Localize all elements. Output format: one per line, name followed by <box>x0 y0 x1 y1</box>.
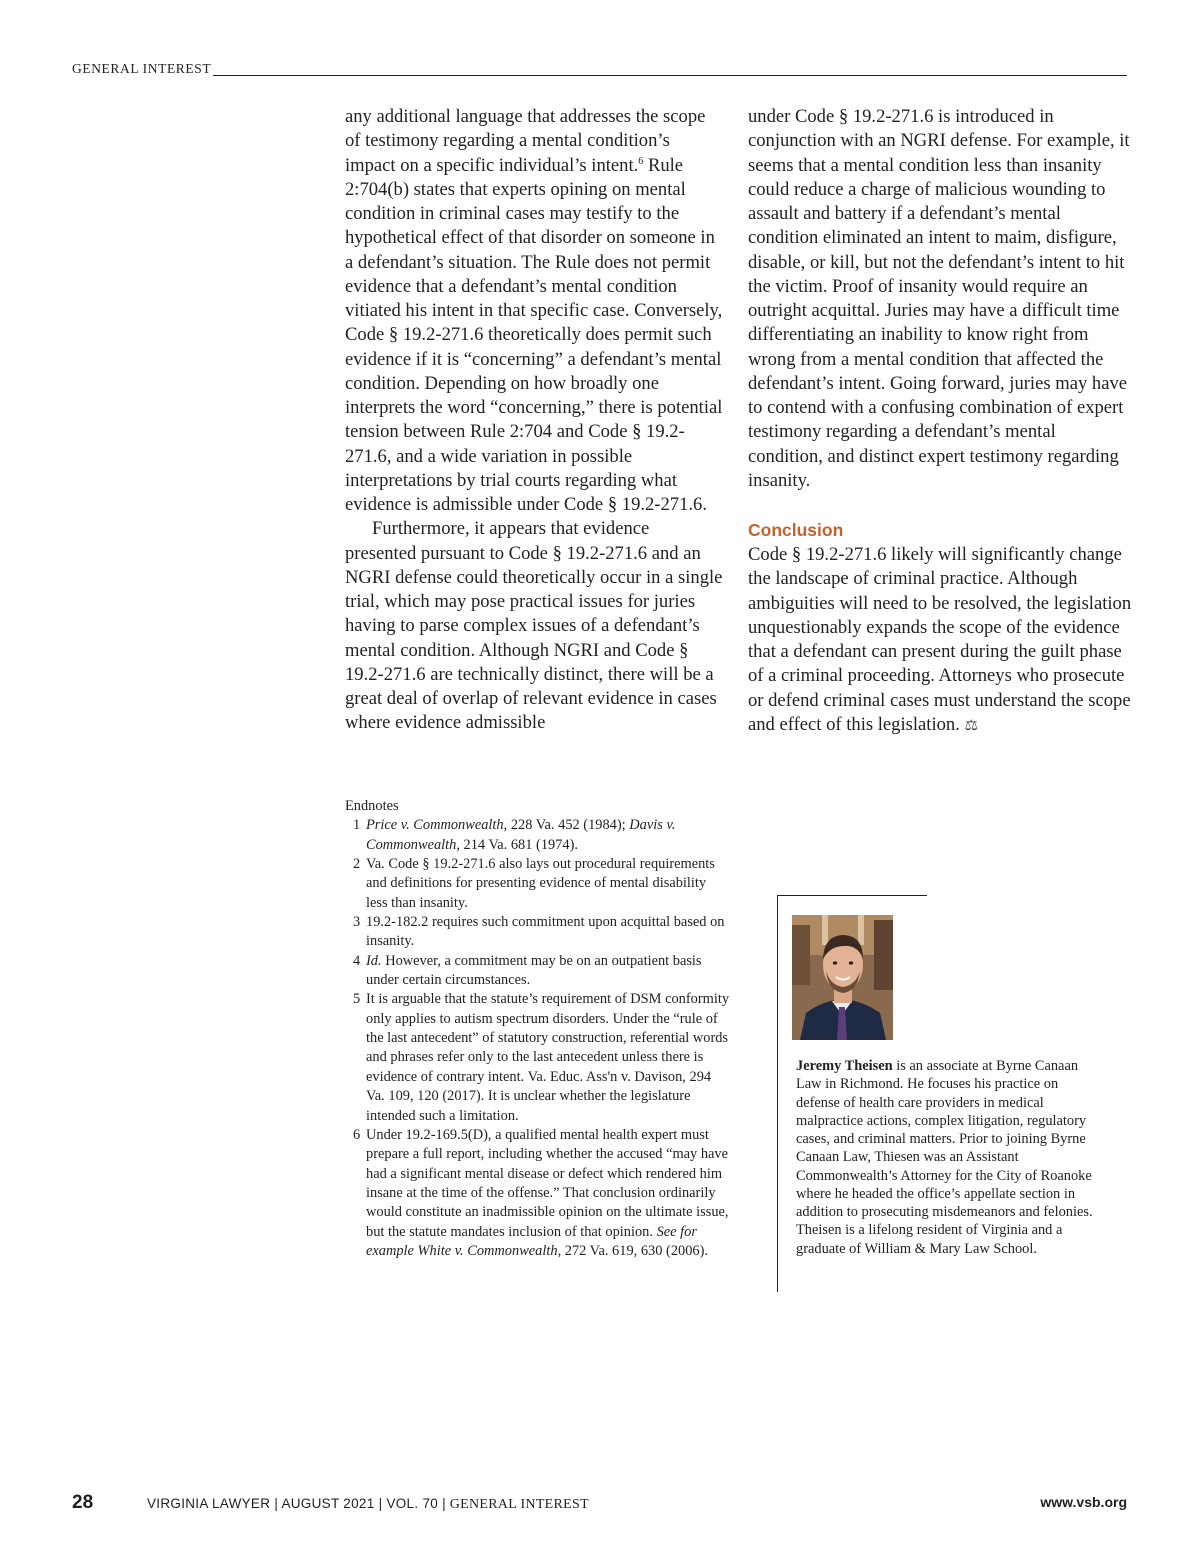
left-column <box>345 105 725 736</box>
left-paragraph-1-text: any additional language that addresses the scope of testimony regarding a mental condition’s impact on a specific individual’s intent. <box>345 106 706 176</box>
endnote-1 <box>345 816 730 855</box>
website-link[interactable]: www.vsb.org <box>1040 1494 1127 1510</box>
endnotes <box>345 797 730 1261</box>
citation: , 228 Va. 452 (1984); <box>503 817 630 834</box>
bio-box-rule-mask <box>927 893 1137 899</box>
left-paragraph-1-text-cont: Rule 2:704(b) states that experts opining on mental condition in criminal cases may testify to the hypothetical effect of that disorder on someone in a defendant’s situation. The Rule does not permit evidence that a defendant’s mental condition vitiated his intent in that specific case. Conversely, Code § 19.2-271.6 theoretically does permit such evidence if it is “concerning” a defendant’s mental condition. Depending on how broadly one interprets the word “concerning,” there is potential tension between Rule 2:704 and Code § 19.2-271.6, and a wide variation in possible interpretations by trial courts regarding what evidence is admissible under Code § 19.2-271.6. <box>345 154 723 515</box>
page-footer <box>0 1492 1200 1518</box>
magazine-issue: VIRGINIA LAWYER | AUGUST 2021 | VOL. 70 | <box>147 1496 446 1511</box>
author-photo <box>792 915 893 1040</box>
left-paragraph-2: Furthermore, it appears that evidence presented pursuant to Code § 19.2-271.6 and an NGRI defense could theoretically occur in a single trial, which may pose practical issues for juries having to parse complex issues of a defendant’s mental condition. Although NGRI and Code § 19.2-271.6 are technically distinct, there will be a great deal of overlap of relevant evidence in cases where evidence admissible <box>345 518 723 734</box>
page-number: 28 <box>72 1492 94 1513</box>
conclusion-heading: Conclusion <box>748 520 844 540</box>
case-name: Davis v. Commonwealth <box>366 817 676 853</box>
endnote-text: 19.2-182.2 requires such commitment upon acquittal based on insanity. <box>366 914 725 950</box>
endnote-text: Under 19.2-169.5(D), a qualified mental health expert must prepare a full report, including whether the accused “may have had a significant mental disease or defect which rendered him insane at the time of the offense.” That conclusion ordinarily would constitute an inadmissible opinion on the ultimate issue, but the statute mandates inclusion of that opinion. <box>366 1126 729 1240</box>
endnotes-title: Endnotes <box>345 798 399 814</box>
endnote-text: However, a commitment may be on an outpatient basis under certain circumstances. <box>366 952 702 989</box>
endnote-number: 1 <box>353 817 361 834</box>
left-paragraph-1 <box>345 105 725 517</box>
endnote-4 <box>345 952 730 991</box>
conclusion-paragraph <box>748 543 1133 737</box>
case-name: See for example White v. Commonwealth <box>366 1223 697 1259</box>
section-kicker: GENERAL INTEREST <box>72 60 212 76</box>
citation: , 272 Va. 619, 630 (2006). <box>557 1242 708 1259</box>
endnote-number: 6 <box>353 1126 361 1143</box>
header-rule <box>213 75 1127 76</box>
case-name: Price v. Commonwealth <box>366 817 504 834</box>
issue-info <box>147 1496 589 1513</box>
endnote-5 <box>345 990 730 1125</box>
endnote-3 <box>345 913 730 952</box>
endnote-text: Va. Code § 19.2-271.6 also lays out procedural requirements and definitions for presenting evidence of mental disability less than insanity. <box>366 856 715 911</box>
endnote-6 <box>345 1126 730 1261</box>
author-bio-text: is an associate at Byrne Canaan Law in Richmond. He focuses his practice on defense of health care providers in medical malpractice actions, complex litigation, regulatory cases, and criminal matters. Prior to joining Byrne Canaan Law, Thiesen was an Assistant Commonwealth’s Attorney for the City of Roanoke where he headed the office’s appellate section in addition to prosecuting misdemeanors and felonies. Theisen is a lifelong resident of Virginia and a graduate of William & Mary Law School. <box>796 1058 1093 1257</box>
section-header <box>72 58 1127 76</box>
author-name: Jeremy Theisen <box>796 1058 893 1074</box>
footnote-ref-6[interactable]: 6 <box>638 155 644 167</box>
endnotes-list <box>345 816 730 1261</box>
citation: , 214 Va. 681 (1974). <box>456 836 578 853</box>
endnote-text: It is arguable that the statute’s requirement of DSM conformity only applies to autism spectrum disorders. Under the “rule of the last antecedent” of statutory construction, referential words and phrases refer only to the last antecedent unless there is evidence of contrary intent. Va. Educ. Ass'n v. Davison, 294 Va. 109, 120 (2017). It is unclear whether the legislature intended such a limitation. <box>366 991 730 1124</box>
endnote-number: 5 <box>353 991 361 1008</box>
author-bio <box>796 1057 1096 1258</box>
id-citation: Id. <box>366 952 382 969</box>
endnote-number: 2 <box>353 856 361 873</box>
endnote-2 <box>345 855 730 913</box>
endnote-number: 4 <box>353 952 361 969</box>
footer-section: GENERAL INTEREST <box>445 1497 589 1512</box>
right-paragraph-1: under Code § 19.2-271.6 is introduced in conjunction with an NGRI defense. For example, it seems that a mental condition less than insanity could reduce a charge of malicious wounding to assault and battery if a defendant’s mental condition eliminated an intent to maim, disfigure, disable, or kill, but not the defendant’s intent to hit the victim. Proof of insanity would require an outright acquittal. Juries may have a difficult time differentiating an inability to know right from wrong from a mental condition that affected the defendant’s intent. Going forward, juries may have to contend with a confusing combination of expert testimony regarding a defendant’s mental condition, and distinct expert testimony regarding insanity. <box>748 106 1130 491</box>
endnote-number: 3 <box>353 914 361 931</box>
right-column <box>748 105 1133 737</box>
scales-of-justice-icon: ⚖ <box>964 715 978 734</box>
conclusion-text: Code § 19.2-271.6 likely will significantly change the landscape of criminal practice. Although ambiguities will need to be resolved, the legislation unquestionably expands the scope of the evidence that a defendant can present during the guilt phase of a criminal proceeding. Attorneys who prosecute or defend criminal cases must understand the scope and effect of this legislation. <box>748 544 1132 735</box>
